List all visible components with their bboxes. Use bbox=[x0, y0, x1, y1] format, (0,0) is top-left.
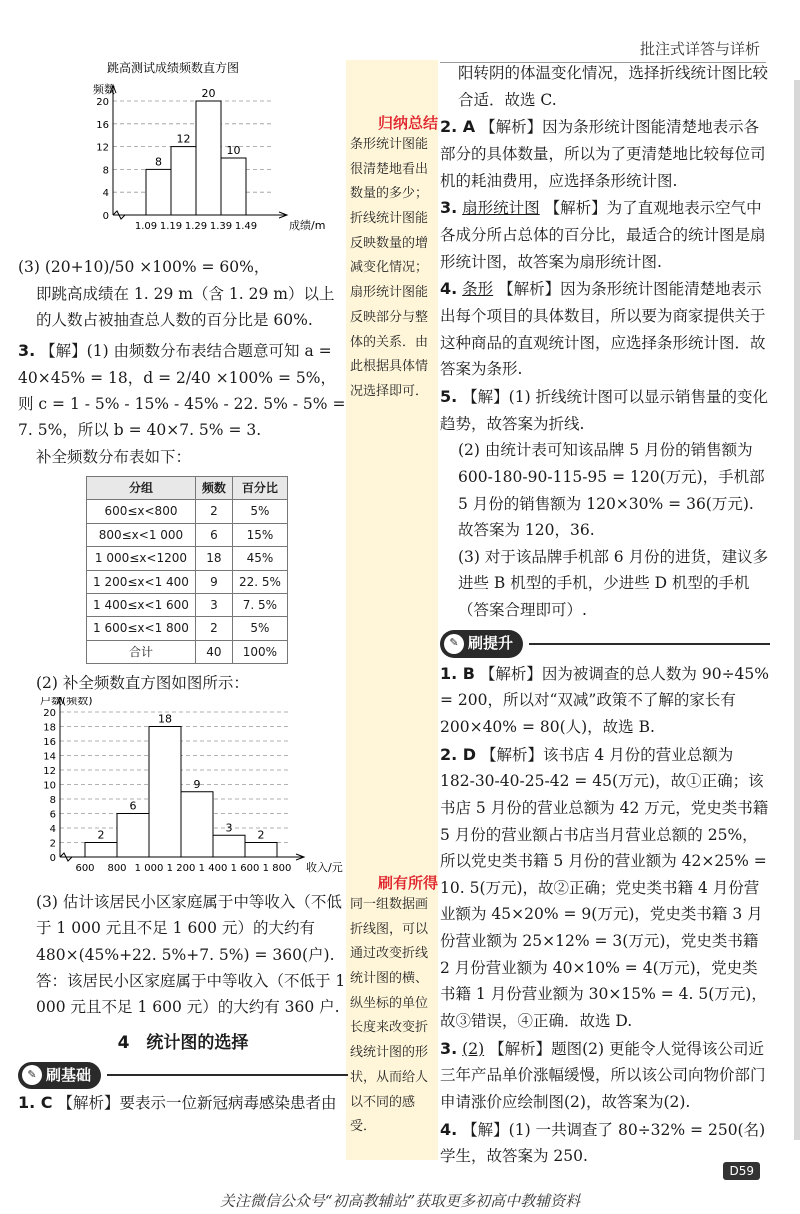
table-cell: 6 bbox=[195, 523, 232, 546]
bar-value-label: 8 bbox=[155, 155, 162, 169]
bar-value-label: 20 bbox=[201, 87, 216, 100]
y-tick-label: 18 bbox=[43, 722, 56, 734]
q5-part2: (2) 由统计表可知该品牌 5 月份的销售额为 600-180-90-115-95 = 120(万元)，手机部 5 月份的销售额为 120×30% = 36(万元). bbox=[458, 441, 765, 513]
question-number: 4. bbox=[440, 279, 458, 299]
histogram-bar bbox=[221, 158, 246, 215]
q3 bbox=[440, 194, 770, 275]
basic-q1-text: 【解析】要表示一位新冠病毒感染患者由 bbox=[57, 1094, 337, 1113]
table-cell: 2 bbox=[195, 617, 232, 640]
bar-value-label: 2 bbox=[97, 828, 105, 842]
x-axis-label: 成绩/m bbox=[289, 219, 326, 232]
table-cell: 40 bbox=[195, 640, 232, 663]
q5-part3: (3) 对于该品牌手机部 6 月份的进货，建议多进些 B 机型的手机，少进些 D 机型的手机（答案合理即可）. bbox=[458, 547, 769, 620]
pen-icon: ✎ bbox=[444, 634, 464, 654]
u2-text: 【解析】该书店 4 月份的营业总额为 182-30-40-25-42 = 45(万元)，故①正确；该书店 5 月份的营业总额为 42 万元，党史类书籍 5 月份的营业额占书店当月营业总额的 25%，所以党史类书籍 5 月份的营业额为 42×25% = 10. 5(万元)，故②正确；党史类书籍 4 月份营业额为 45×20% = 9(万元)，党史类书籍 3 月份营业额为 25×12% = 3(万元)，党史类书籍 2 月份营业额为 40×10% = 4(万元)，党史类书籍 1 月份营业额为 30×15% = 4. 5(万元)，故③错误，④正确．故选 D. bbox=[440, 745, 769, 1031]
table-cell: 2 bbox=[195, 500, 232, 523]
table-cell: 5% bbox=[232, 617, 287, 640]
table-cell: 1 600≤x<1 800 bbox=[87, 617, 196, 640]
question-number: 2. A bbox=[440, 117, 476, 137]
q5-text-1: 【解】(1) 折线统计图可以显示销售量的变化趋势，故答案为折线. bbox=[440, 387, 769, 433]
table-header-cell: 频数 bbox=[195, 477, 232, 500]
table-cell: 22. 5% bbox=[232, 570, 287, 593]
histogram-bar bbox=[213, 835, 245, 857]
u1 bbox=[440, 660, 770, 741]
section-title: 4 统计图的选择 bbox=[117, 1032, 249, 1053]
question-number: 1. B bbox=[440, 663, 475, 683]
bar-value-label: 2 bbox=[257, 828, 265, 842]
u3 bbox=[440, 1035, 770, 1116]
q4-text: 【解析】因为条形统计图能清楚地表示出每个项目的具体数目，所以要为商家提供关于这种商品的直观统计图，应选择条形统计图．故答案为条形. bbox=[440, 280, 766, 379]
y-tick-label: 16 bbox=[43, 736, 56, 748]
histogram-bar bbox=[171, 147, 196, 215]
table-cell: 100% bbox=[232, 640, 287, 663]
q2 bbox=[440, 113, 770, 194]
sidebar-summary-text: 条形统计图能很清楚地看出数量的多少；折线统计图能反映数量的增减变化情况；扇形统计图能反映部分与整体的关系．由此根据具体情况选择即可． bbox=[350, 137, 429, 399]
histogram-bar bbox=[181, 791, 213, 856]
q2-text: 【解析】因为条形统计图能清楚地表示各部分的具体数量，所以为了更清楚地比较每位司机的耗油费用，应选择条形统计图. bbox=[440, 118, 766, 190]
bar-value-label: 18 bbox=[158, 712, 172, 726]
y-tick-label: 10 bbox=[43, 780, 56, 792]
badge-basic-label: 刷基础 bbox=[46, 1065, 92, 1084]
table-cell: 7. 5% bbox=[232, 594, 287, 617]
y-tick-label: 14 bbox=[43, 751, 56, 763]
x-tick-label: 1 400 bbox=[198, 862, 228, 874]
table-body bbox=[87, 500, 288, 664]
frequency-table bbox=[86, 476, 288, 664]
table-header-row bbox=[87, 477, 288, 500]
part3-text: 即跳高成绩在 1. 29 m（含 1. 29 m）以上的人数占被抽查总人数的百分比是 60%. bbox=[36, 284, 335, 330]
pen-icon: ✎ bbox=[22, 1065, 42, 1085]
table-cell: 3 bbox=[195, 594, 232, 617]
part3-estimate: (3) 估计该居民小区家庭属于中等收入（不低于 1 000 元且不足 1 600 元）的大约有 480×(45%+22. 5%+7. 5%) = 360(户). bbox=[36, 892, 342, 964]
q4 bbox=[440, 275, 770, 383]
y-tick-label: 4 bbox=[49, 823, 56, 835]
x-tick-label: 1 200 bbox=[166, 862, 196, 874]
bar-value-label: 6 bbox=[129, 799, 137, 813]
x-tick-label: 1.09 bbox=[134, 221, 158, 232]
complete-table-intro: 补全频数分布表如下： bbox=[36, 447, 192, 466]
x-tick-label: 1.49 bbox=[234, 221, 258, 232]
chart-jump-histogram bbox=[18, 60, 338, 240]
sidebar-gain bbox=[346, 872, 438, 1140]
x-tick-label: 1 800 bbox=[262, 862, 292, 874]
table-row bbox=[87, 547, 288, 570]
table-cell: 1 200≤x<1 400 bbox=[87, 570, 196, 593]
x-tick-label: 1.39 bbox=[209, 221, 233, 232]
y-tick-label: 6 bbox=[49, 809, 56, 821]
answer-text: 答：该居民小区家庭属于中等收入（不低于 1 000 元且不足 1 600 元）的大约有 360 户. bbox=[36, 971, 346, 1017]
histogram-bar bbox=[245, 842, 277, 857]
q5 bbox=[440, 383, 770, 437]
histogram-bar bbox=[117, 813, 149, 857]
sidebar-gain-text: 同一组数据画折线图，可以通过改变折线统计图的横、纵坐标的单位长度来改变折线统计图的形状，从而给人以不同的感受． bbox=[350, 897, 429, 1135]
question-number: 5. bbox=[440, 386, 458, 406]
y-tick-label: 8 bbox=[102, 165, 109, 177]
q3-answer: 扇形统计图 bbox=[462, 199, 540, 218]
u3-text: 【解析】题图(2) 更能令人觉得该公司近三年产品单价涨幅缓慢，所以该公司向物价部门申请涨价应绘制图(2)，故答案为(2). bbox=[440, 1039, 766, 1112]
left-column bbox=[18, 60, 348, 1116]
table-header-cell: 百分比 bbox=[232, 477, 287, 500]
q4-answer: 条形 bbox=[462, 280, 494, 299]
histogram-bar bbox=[85, 842, 117, 857]
y-tick-label: 2 bbox=[49, 838, 56, 850]
histogram-bar bbox=[146, 169, 171, 215]
u2 bbox=[440, 741, 770, 1035]
sidebar-summary-title: 归纳总结 bbox=[377, 114, 438, 132]
x-axis-label: 收入/元 bbox=[306, 860, 343, 874]
badge-up-line bbox=[440, 630, 770, 658]
y-tick-label: 20 bbox=[96, 97, 109, 108]
x-tick-label: 1.29 bbox=[184, 221, 208, 232]
continuation-text: 阳转阴的体温变化情况，选择折线统计图比较合适．故选 C. bbox=[458, 64, 769, 109]
table-row bbox=[87, 500, 288, 523]
badge-rule bbox=[529, 643, 770, 645]
table-cell: 1 000≤x<1200 bbox=[87, 547, 196, 570]
table-row bbox=[87, 640, 288, 663]
u1-text: 【解析】因为被调查的总人数为 90÷45% = 200，所以对“双减”政策不了解的家长有 200×40% = 80(人)，故选 B. bbox=[440, 664, 770, 736]
footer-note: 关注微信公众号“初高教辅站”获取更多初高中教辅资料 bbox=[219, 1192, 581, 1210]
chart-income-histogram bbox=[18, 697, 348, 877]
table-row bbox=[87, 523, 288, 546]
badge-rule bbox=[107, 1074, 348, 1076]
chart-title: 跳高测试成绩频数直方图 bbox=[106, 61, 240, 75]
x-tick-label: 600 bbox=[75, 862, 95, 874]
table-cell: 18 bbox=[195, 547, 232, 570]
x-tick-label: 1 600 bbox=[230, 862, 260, 874]
table-row bbox=[87, 617, 288, 640]
y-tick-label: 0 bbox=[49, 852, 56, 864]
question-3-text: 【解】(1) 由频数分布表结合题意可知 a = 40×45% = 18，d = 2/40 ×100% = 5%，则 c = 1 - 5% - 15% - 45% - 22. 5% - 5% = 7. 5%，所以 b = 40×7. 5% = 3. bbox=[18, 342, 346, 440]
bar-value-label: 9 bbox=[193, 777, 201, 791]
u3-answer: (2) bbox=[462, 1039, 485, 1058]
y-tick-label: 12 bbox=[96, 142, 109, 154]
page-edge-strip bbox=[794, 80, 800, 1140]
x-tick-label: 1 000 bbox=[134, 862, 164, 874]
question-number: 3. bbox=[18, 341, 36, 361]
y-tick-label: 16 bbox=[96, 119, 109, 131]
badge-up bbox=[440, 630, 523, 658]
histogram-bar bbox=[149, 726, 181, 857]
y-tick-label: 0 bbox=[102, 211, 109, 222]
question-number: 3. bbox=[440, 198, 458, 218]
table-cell: 45% bbox=[232, 547, 287, 570]
running-header: 批注式详答与详析 bbox=[639, 40, 760, 58]
page-number: D59 bbox=[723, 1162, 760, 1180]
y-tick-label: 8 bbox=[49, 794, 56, 806]
basic-q1 bbox=[18, 1089, 348, 1116]
right-column bbox=[440, 60, 770, 1170]
question-3 bbox=[18, 337, 348, 443]
part3-formula: (3) (20+10)/50 ×100% = 60%， bbox=[18, 258, 270, 277]
badge-basic bbox=[18, 1062, 101, 1090]
badge-up-label: 刷提升 bbox=[468, 633, 514, 652]
u4-text: 【解】(1) 一共调查了 80÷32% = 250(名) 学生，故答案为 250. bbox=[440, 1120, 766, 1166]
x-tick-label: 800 bbox=[107, 862, 127, 874]
table-cell: 9 bbox=[195, 570, 232, 593]
question-number: 2. D bbox=[440, 744, 477, 764]
bar-value-label: 3 bbox=[225, 820, 233, 834]
table-cell: 800≤x<1 000 bbox=[87, 523, 196, 546]
y-tick-label: 12 bbox=[43, 765, 56, 777]
q3-text: 【解析】为了直观地表示空气中各成分所占总体的百分比，最适合的统计图是扇形统计图，故答案为扇形统计图. bbox=[440, 199, 766, 271]
table-row bbox=[87, 594, 288, 617]
table-row bbox=[87, 570, 288, 593]
question-number: 1. C bbox=[18, 1093, 53, 1113]
table-cell: 600≤x<800 bbox=[87, 500, 196, 523]
u4 bbox=[440, 1116, 770, 1170]
table-cell: 合计 bbox=[87, 640, 196, 663]
table-cell: 1 400≤x<1 600 bbox=[87, 594, 196, 617]
sidebar-summary bbox=[346, 112, 438, 405]
y-tick-label: 20 bbox=[43, 707, 56, 719]
part2-text: (2) 补全频数直方图如图所示： bbox=[36, 674, 249, 693]
y-axis-label: 频数 bbox=[93, 83, 115, 96]
table-cell: 5% bbox=[232, 500, 287, 523]
y-tick-label: 4 bbox=[102, 188, 109, 200]
table-header-cell: 分组 bbox=[87, 477, 196, 500]
q5-part2-answer: 故答案为 120，36. bbox=[458, 521, 595, 540]
question-number: 3. bbox=[440, 1038, 458, 1058]
x-tick-label: 1.19 bbox=[159, 221, 183, 232]
sidebar-gain-title: 刷有所得 bbox=[377, 874, 438, 892]
bar-value-label: 10 bbox=[226, 144, 241, 157]
y-axis-label: 户数(频数) bbox=[40, 696, 93, 707]
histogram-bar bbox=[196, 101, 221, 215]
badge-basic-line bbox=[18, 1062, 348, 1090]
question-number: 4. bbox=[440, 1119, 458, 1139]
table-cell: 15% bbox=[232, 523, 287, 546]
bar-value-label: 12 bbox=[176, 132, 191, 146]
